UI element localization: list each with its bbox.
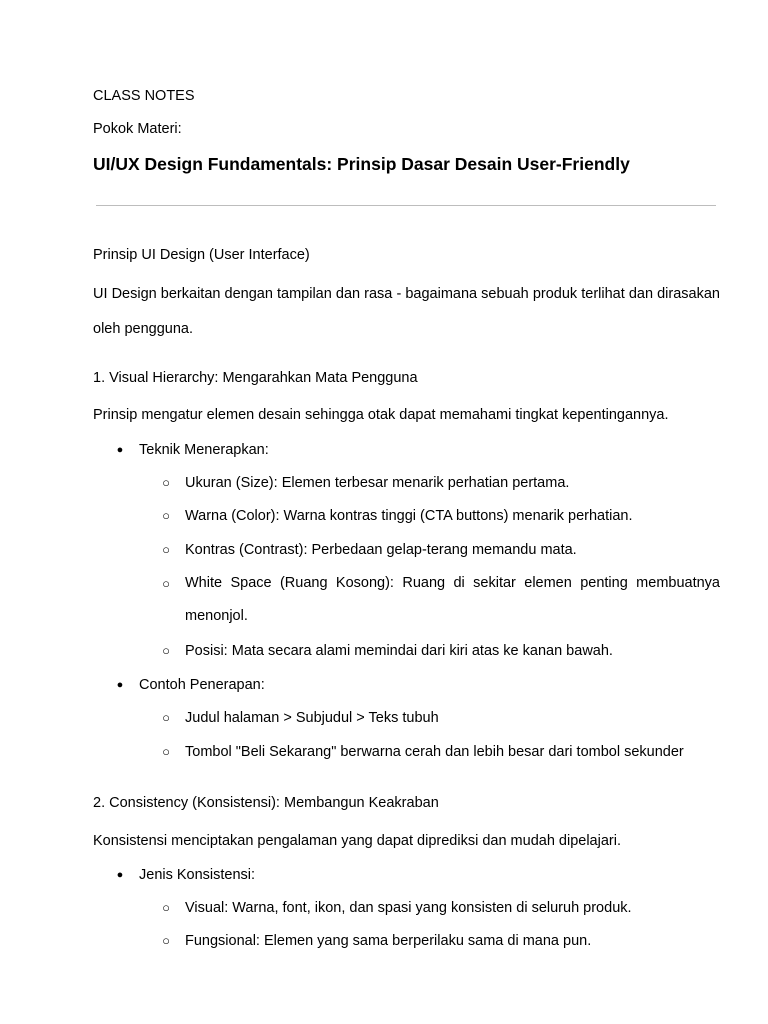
list-item: White Space (Ruang Kosong): Ruang di sekitar elemen penting membuatnya menonjol. — [185, 575, 720, 624]
list-item: Visual: Warna, font, ikon, dan spasi yang konsisten di seluruh produk. — [185, 900, 632, 916]
visual-hierarchy-description: Prinsip mengatur elemen desain sehingga otak dapat memahami tingkat kepentingannya. — [93, 407, 669, 423]
examples-label: Contoh Penerapan: — [139, 677, 265, 693]
visual-hierarchy-heading: 1. Visual Hierarchy: Mengarahkan Mata Pengguna — [93, 370, 418, 386]
class-notes-label: CLASS NOTES — [93, 88, 195, 104]
list-item: Posisi: Mata secara alami memindai dari kiri atas ke kanan bawah. — [185, 643, 613, 659]
consistency-heading: 2. Consistency (Konsistensi): Membangun Keakraban — [93, 795, 439, 811]
bullet-icon: ● — [116, 679, 124, 691]
ui-section-heading: Prinsip UI Design (User Interface) — [93, 247, 310, 263]
sub-bullet-icon: ○ — [162, 900, 170, 915]
list-item: Warna (Color): Warna kontras tinggi (CTA buttons) menarik perhatian. — [185, 508, 633, 524]
page-title: UI/UX Design Fundamentals: Prinsip Dasar Desain User-Friendly — [93, 154, 630, 174]
sub-bullet-icon: ○ — [162, 933, 170, 948]
list-item: Judul halaman > Subjudul > Teks tubuh — [185, 710, 439, 726]
sub-bullet-icon: ○ — [162, 475, 170, 490]
consistency-description: Konsistensi menciptakan pengalaman yang dapat diprediksi dan mudah dipelajari. — [93, 833, 621, 849]
horizontal-divider — [96, 205, 716, 206]
sub-bullet-icon: ○ — [162, 744, 170, 759]
bullet-icon: ● — [116, 869, 124, 881]
list-item: Kontras (Contrast): Perbedaan gelap-terang memandu mata. — [185, 542, 577, 558]
types-label: Jenis Konsistensi: — [139, 867, 256, 883]
sub-bullet-icon: ○ — [162, 508, 170, 523]
list-item: Tombol "Beli Sekarang" berwarna cerah dan lebih besar dari tombol sekunder — [185, 744, 684, 760]
sub-bullet-icon: ○ — [162, 643, 170, 658]
sub-bullet-icon: ○ — [162, 710, 170, 725]
techniques-label: Teknik Menerapkan: — [139, 442, 269, 458]
bullet-icon: ● — [116, 444, 124, 456]
sub-bullet-icon: ○ — [162, 576, 170, 591]
sub-bullet-icon: ○ — [162, 542, 170, 557]
ui-intro-paragraph: UI Design berkaitan dengan tampilan dan rasa - bagaimana sebuah produk terlihat dan dirasakan oleh pengguna. — [93, 286, 720, 337]
topic-label: Pokok Materi: — [93, 121, 182, 137]
list-item: Fungsional: Elemen yang sama berperilaku sama di mana pun. — [185, 933, 592, 949]
list-item: Ukuran (Size): Elemen terbesar menarik perhatian pertama. — [185, 475, 570, 491]
